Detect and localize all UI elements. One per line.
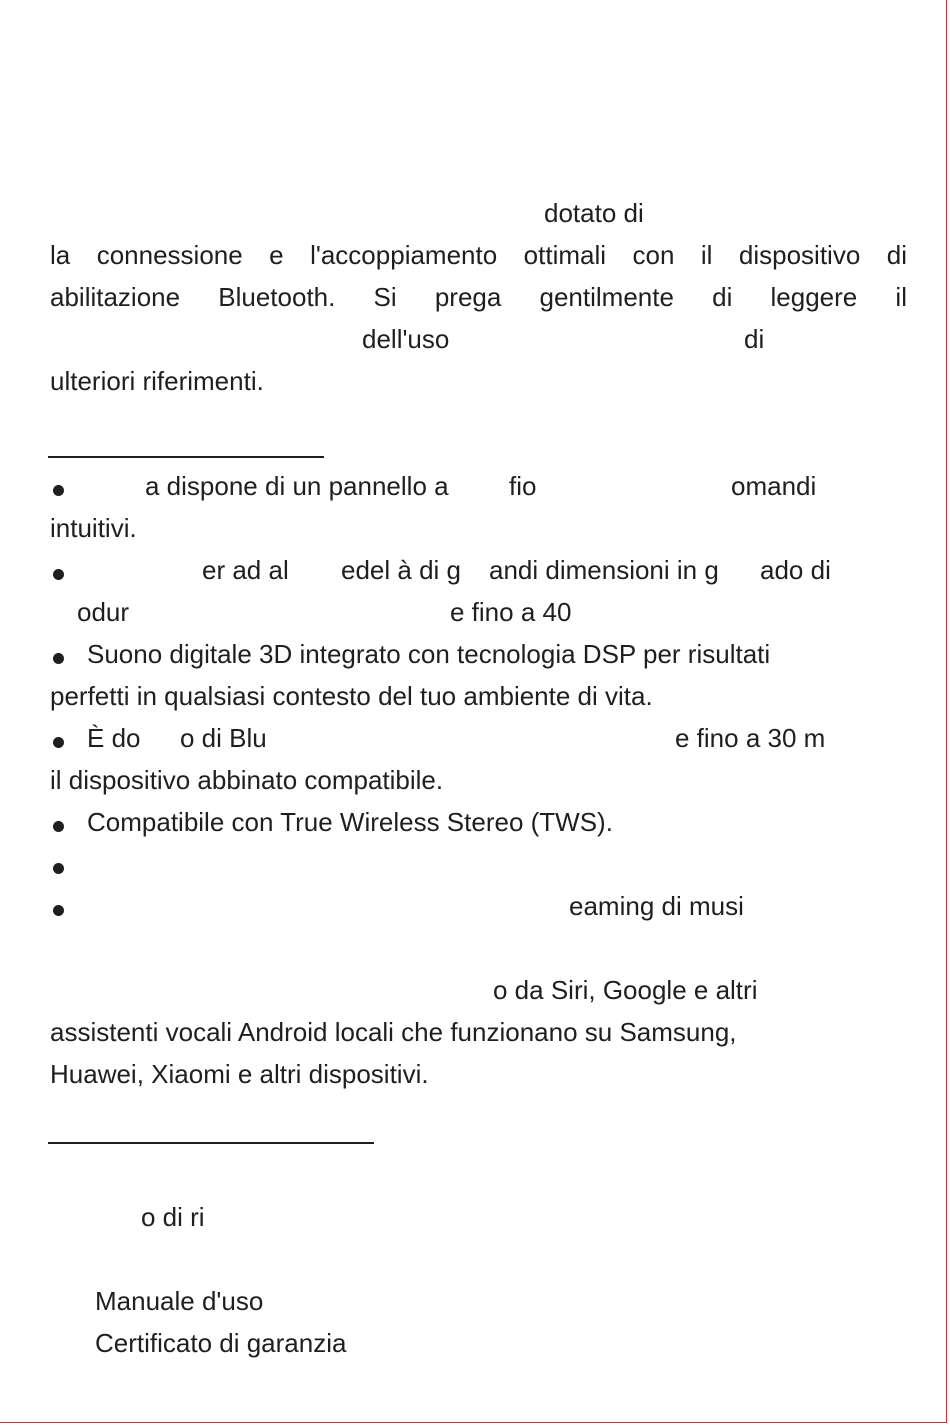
- intro-line-1: dotato di: [544, 198, 644, 228]
- feature-4-part-d: il dispositivo abbinato compatibile.: [50, 765, 444, 795]
- feature-2-part-c: andi dimensioni in g: [489, 555, 719, 585]
- feature-1-part-d: intuitivi.: [50, 513, 137, 543]
- feature-2-part-f: e fino a 40: [450, 597, 572, 627]
- feature-4-part-a: È do: [87, 723, 141, 753]
- package-heading-underline: [48, 1142, 374, 1144]
- feature-3-line-2: perfetti in qualsiasi contesto del tuo ambiente di vita.: [50, 681, 653, 711]
- bullet-icon: [53, 905, 64, 916]
- feature-7: eaming di musi: [569, 891, 744, 921]
- bullet-icon: [53, 569, 64, 580]
- package-item-1: o di ri: [141, 1202, 205, 1232]
- feature-1-part-a: a dispone di un pannello a: [145, 471, 449, 501]
- feature-2-part-b: edel à di g: [341, 555, 461, 585]
- feature-2-part-a: er ad al: [202, 555, 289, 585]
- bullet-icon: [53, 485, 64, 496]
- feature-8-line-2: assistenti vocali Android locali che funzionano su Samsung,: [50, 1017, 737, 1047]
- intro-line-5: ulteriori riferimenti.: [50, 366, 264, 396]
- package-item-2: Manuale d'uso: [95, 1286, 264, 1316]
- feature-5: Compatibile con True Wireless Stereo (TWS).: [87, 807, 613, 837]
- feature-2-part-d: ado di: [760, 555, 831, 585]
- bullet-icon: [53, 821, 64, 832]
- bullet-icon: [53, 653, 64, 664]
- intro-line-2: la connessione e l'accoppiamento ottimali con il dispositivo di: [50, 240, 907, 270]
- feature-3-line-1: Suono digitale 3D integrato con tecnologia DSP per risultati: [87, 639, 771, 669]
- feature-8-line-3: Huawei, Xiaomi e altri dispositivi.: [50, 1059, 429, 1089]
- feature-1-part-b: fio: [509, 471, 537, 501]
- intro-line-4b: di: [744, 324, 765, 354]
- intro-line-4a: dell'uso: [362, 324, 450, 354]
- feature-2-part-e: odur: [77, 597, 130, 627]
- feature-1-part-c: omandi: [731, 471, 817, 501]
- bullet-icon: [53, 737, 64, 748]
- feature-8-line-1: o da Siri, Google e altri: [493, 975, 758, 1005]
- bullet-icon: [53, 863, 64, 874]
- package-item-3: Certificato di garanzia: [95, 1328, 347, 1358]
- intro-line-3: abilitazione Bluetooth. Si prega gentilmente di leggere il: [50, 282, 907, 312]
- feature-4-part-b: o di Blu: [180, 723, 267, 753]
- features-heading-underline: [48, 456, 324, 458]
- feature-4-part-c: e fino a 30 m: [675, 723, 826, 753]
